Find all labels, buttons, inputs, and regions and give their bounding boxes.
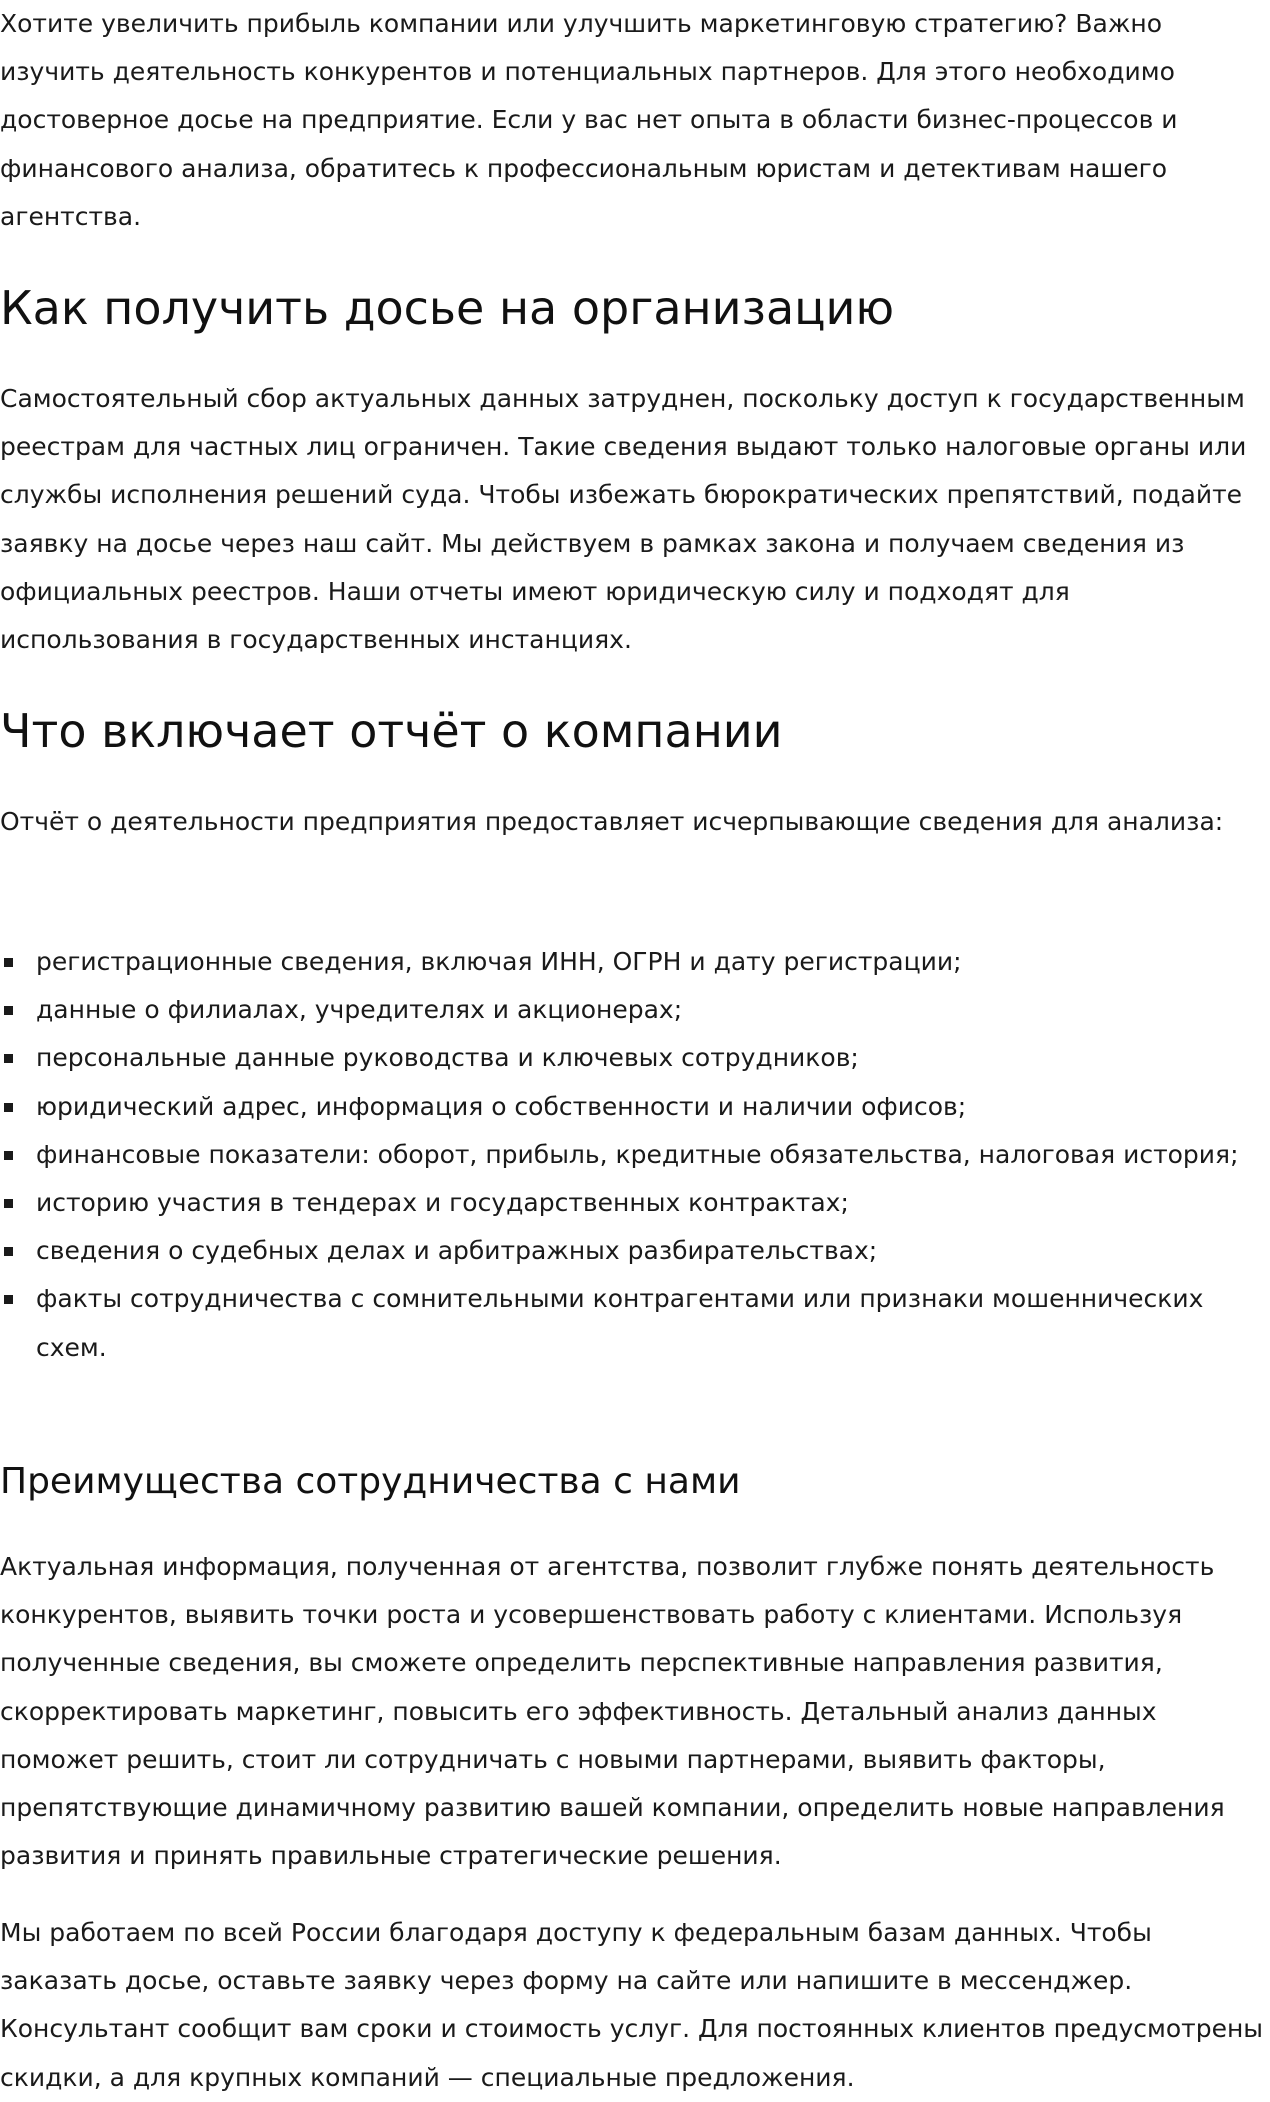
list-item [0, 1227, 1268, 1275]
list-item [0, 1131, 1268, 1179]
bullet-icon [4, 1199, 13, 1208]
report-contents-heading: Что включает отчёт о компании [0, 704, 783, 758]
list-item-text: данные о филиалах, учредителях и акционерах; [36, 995, 683, 1025]
bullet-icon [4, 1006, 13, 1015]
list-item-text: историю участия в тендерах и государственных контрактах; [36, 1188, 849, 1218]
list-item [0, 1034, 1268, 1082]
how-to-get-heading: Как получить досье на организацию [0, 281, 895, 335]
intro-paragraph: Хотите увеличить прибыль компании или улучшить маркетинговую стратегию? Важно изучить деятельность конкурентов и потенциальных партнеров. Для этого необходимо достоверное досье на предприятие. Если у вас нет опыта в области бизнес-процессов и финансового анализа, обратитесь к профессиональным юристам и детективам нашего агентства. [0, 9, 1178, 231]
advantages-paragraph-1: Актуальная информация, полученная от агентства, позволит глубже понять деятельность конкурентов, выявить точки роста и усовершенствовать работу с клиентами. Используя полученные сведения, вы сможете определить перспективные направления развития, скорректировать маркетинг, повысить его эффективность. Детальный анализ данных поможет решить, стоит ли сотрудничать с новыми партнерами, выявить факторы, препятствующие динамичному развитию вашей компании, определить новые направления развития и принять правильные стратегические решения. [0, 1552, 1225, 1871]
list-item [0, 1179, 1268, 1227]
list-item [0, 1275, 1268, 1371]
bullet-icon [4, 1295, 13, 1304]
list-item [0, 1083, 1268, 1131]
list-item [0, 986, 1268, 1034]
list-item-text: юридический адрес, информация о собственности и наличии офисов; [36, 1091, 967, 1121]
bullet-icon [4, 958, 13, 967]
how-to-get-paragraph: Самостоятельный сбор актуальных данных затруднен, поскольку доступ к государственным реестрам для частных лиц ограничен. Такие сведения выдают только налоговые органы или службы исполнения решений суда. Чтобы избежать бюрократических препятствий, подайте заявку на досье через наш сайт. Мы действуем в рамках закона и получаем сведения из официальных реестров. Наши отчеты имеют юридическую силу и подходят для использования в государственных инстанциях. [0, 384, 1247, 655]
bullet-icon [4, 1054, 13, 1063]
list-item-text: персональные данные руководства и ключевых сотрудников; [36, 1043, 859, 1073]
report-contents-intro: Отчёт о деятельности предприятия предоставляет исчерпывающие сведения для анализа: [0, 807, 1224, 836]
bullet-icon [4, 1151, 13, 1160]
list-item-text: факты сотрудничества с сомнительными контрагентами или признаки мошеннических схем. [36, 1284, 1204, 1362]
advantages-paragraph-2: Мы работаем по всей России благодаря доступу к федеральным базам данных. Чтобы заказать досье, оставьте заявку через форму на сайте или напишите в мессенджер. Консультант сообщит вам сроки и стоимость услуг. Для постоянных клиентов предусмотрены скидки, а для крупных компаний — специальные предложения. [0, 1918, 1264, 2092]
report-contents-list [0, 938, 1268, 1372]
advantages-heading: Преимущества сотрудничества с нами [0, 1461, 741, 1502]
list-item-text: сведения о судебных делах и арбитражных разбирательствах; [36, 1236, 878, 1266]
list-item [0, 938, 1268, 986]
list-item-text: финансовые показатели: оборот, прибыль, кредитные обязательства, налоговая история; [36, 1139, 1239, 1169]
bullet-icon [4, 1247, 13, 1256]
list-item-text: регистрационные сведения, включая ИНН, ОГРН и дату регистрации; [36, 947, 962, 976]
bullet-icon [4, 1103, 13, 1112]
